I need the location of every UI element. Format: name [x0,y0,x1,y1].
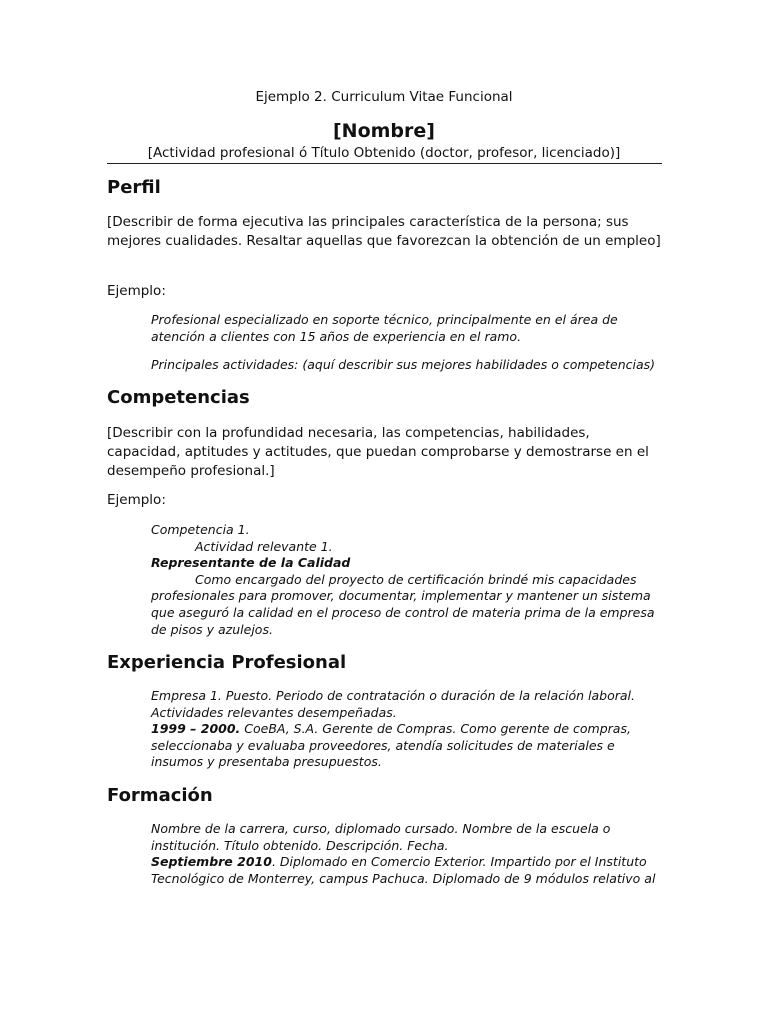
document-label: Ejemplo 2. Curriculum Vitae Funcional [255,89,513,105]
competencia-desc-2: profesionales para promover, documentar, implementar y mantener un sistema [151,588,651,604]
experiencia-entry-row [151,721,666,738]
formacion-template-1: Nombre de la carrera, curso, diplomado cursado. Nombre de la escuela o [151,821,611,836]
formacion-template-2: institución. Título obtenido. Descripción. Fecha. [151,837,449,853]
experiencia-entry-3: insumos y presentaba presupuestos. [151,754,382,770]
perfil-example-activities: Principales actividades: (aquí describir sus mejores habilidades o competencias) [151,357,656,372]
candidate-title: [Actividad profesional ó Título Obtenido (doctor, profesor, licenciado)] [147,145,621,161]
section-heading-competencias: Competencias [107,387,250,408]
formacion-entry-2: Tecnológico de Monterrey, campus Pachuca. Diplomado de 9 módulos relativo al [151,870,656,886]
formacion-entry-row [151,854,666,871]
formacion-entry-1: . Diplomado en Comercio Exterior. Impartido por el Instituto [271,854,647,870]
section-heading-formacion: Formación [107,785,213,806]
experiencia-entry-2: seleccionaba y evaluaba proveedores, atendía solicitudes de materiales e [151,737,615,753]
experiencia-template-1: Empresa 1. Puesto. Periodo de contratación o duración de la relación laboral. [151,688,635,703]
perfil-example-label: Ejemplo: [107,283,166,299]
competencia-desc-row [151,572,666,589]
experiencia-block [151,688,666,771]
competencia-desc-1: Como encargado del proyecto de certificación brindé mis capacidades [195,571,637,587]
formacion-block [151,821,666,887]
experiencia-period: 1999 – 2000. [151,721,241,737]
competencias-example-block [151,522,666,638]
competencia-role: Representante de la Calidad [151,555,351,571]
experiencia-entry-1: CoeBA, S.A. Gerente de Compras. Como gerente de compras, [240,721,631,737]
competencia-activity: Actividad relevante 1. [195,538,333,554]
perfil-description: [Describir de forma ejecutiva las principales característica de la persona; sus mejores cualidades. Resaltar aquellas que favorezcan la obtención de un empleo] [107,214,661,249]
competencia-name: Competencia 1. [151,522,250,537]
section-heading-perfil: Perfil [107,177,161,198]
formacion-date: Septiembre 2010 [151,854,272,870]
candidate-name: [Nombre] [333,120,435,142]
competencias-description: [Describir con la profundidad necesaria, las competencias, habilidades, capacidad, aptitudes y actitudes, que puedan comprobarse y demostrarse en el desempeño profesional.] [107,425,649,479]
competencia-desc-3: que aseguró la calidad en el proceso de control de materia prima de la empresa [151,604,655,620]
competencia-desc-4: de pisos y azulejos. [151,621,273,637]
competencias-example-label: Ejemplo: [107,492,166,508]
section-heading-experiencia: Experiencia Profesional [107,652,347,673]
header-divider [107,163,662,164]
experiencia-template-2: Actividades relevantes desempeñadas. [151,704,397,720]
competencia-activity-row [151,539,666,556]
perfil-example-text: Profesional especializado en soporte técnico, principalmente en el área de atención a clientes con 15 años de experiencia en el ramo. [151,312,618,344]
